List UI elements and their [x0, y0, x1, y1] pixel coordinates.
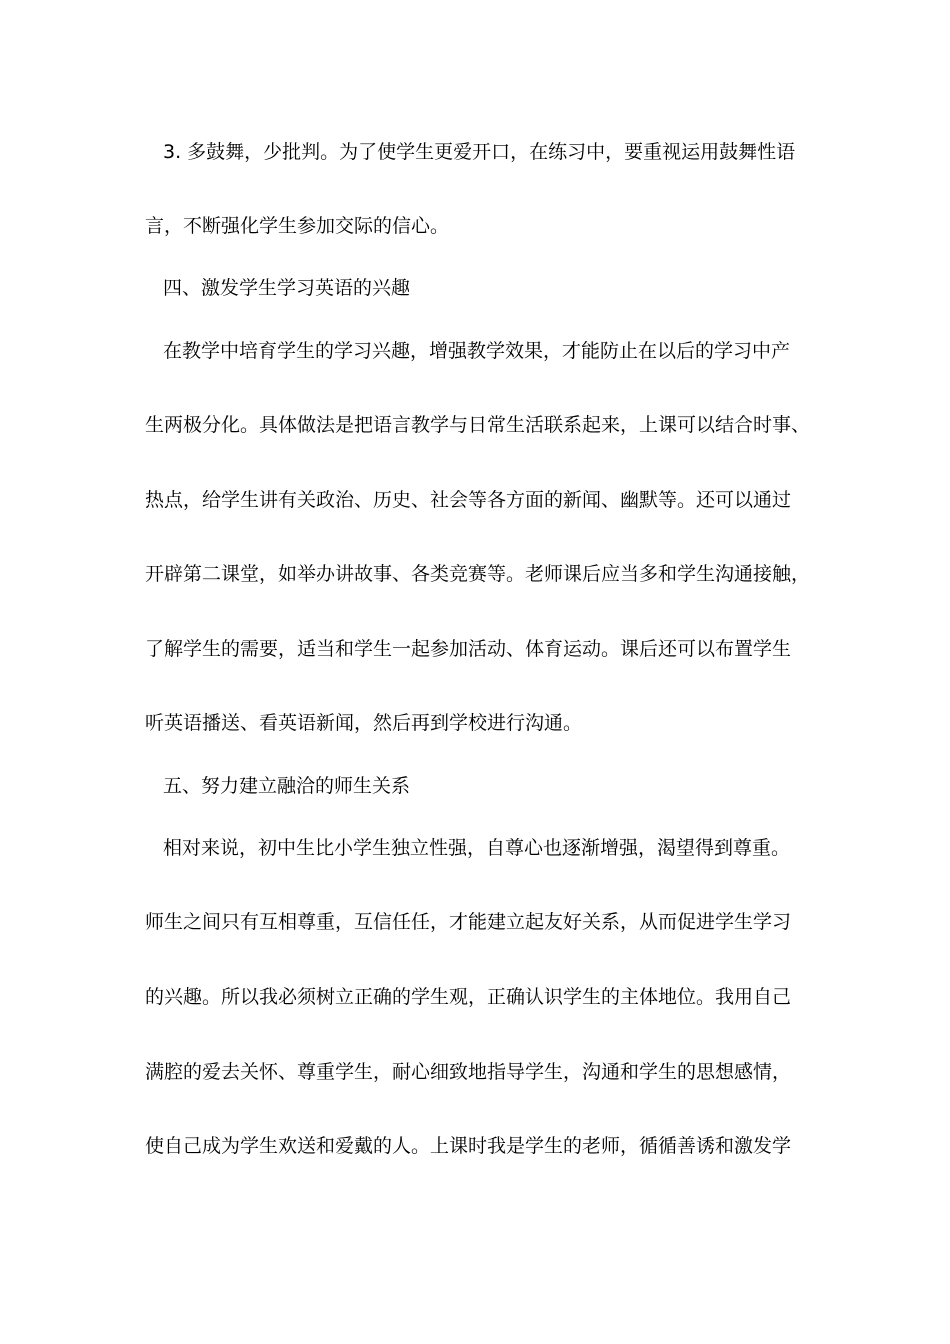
paragraph-line: 生两极分化。具体做法是把语言教学与日常生活联系起来，上课可以结合时事、	[145, 414, 811, 436]
section-heading: 四、激发学生学习英语的兴趣	[163, 277, 411, 299]
paragraph-line: 热点，给学生讲有关政治、历史、社会等各方面的新闻、幽默等。还可以通过	[145, 489, 792, 511]
paragraph-line: 师生之间只有互相尊重，互信任任，才能建立起友好关系，从而促进学生学习	[145, 911, 792, 933]
paragraph-line: 言，不断强化学生参加交际的信心。	[145, 215, 450, 237]
paragraph-line: 的兴趣。所以我必须树立正确的学生观，正确认识学生的主体地位。我用自己	[145, 986, 792, 1008]
paragraph-line: 相对来说，初中生比小学生独立性强，自尊心也逐渐增强，渴望得到尊重。	[163, 837, 791, 859]
paragraph-line: 3. 多鼓舞，少批判。为了使学生更爱开口，在练习中，要重视运用鼓舞性语	[163, 141, 796, 163]
paragraph-line: 使自己成为学生欢送和爱戴的人。上课时我是学生的老师，循循善诱和激发学	[145, 1135, 792, 1157]
paragraph-line: 满腔的爱去关怀、尊重学生，耐心细致地指导学生，沟通和学生的思想感情，	[145, 1061, 792, 1083]
paragraph-line: 了解学生的需要，适当和学生一起参加活动、体育运动。课后还可以布置学生	[145, 638, 792, 660]
paragraph-line: 在教学中培育学生的学习兴趣，增强教学效果，才能防止在以后的学习中产	[163, 340, 791, 362]
section-heading: 五、努力建立融洽的师生关系	[163, 775, 411, 797]
paragraph-line: 听英语播送、看英语新闻，然后再到学校进行沟通。	[145, 712, 583, 734]
paragraph-line: 开辟第二课堂，如举办讲故事、各类竞赛等。老师课后应当多和学生沟通接触，	[145, 563, 811, 585]
